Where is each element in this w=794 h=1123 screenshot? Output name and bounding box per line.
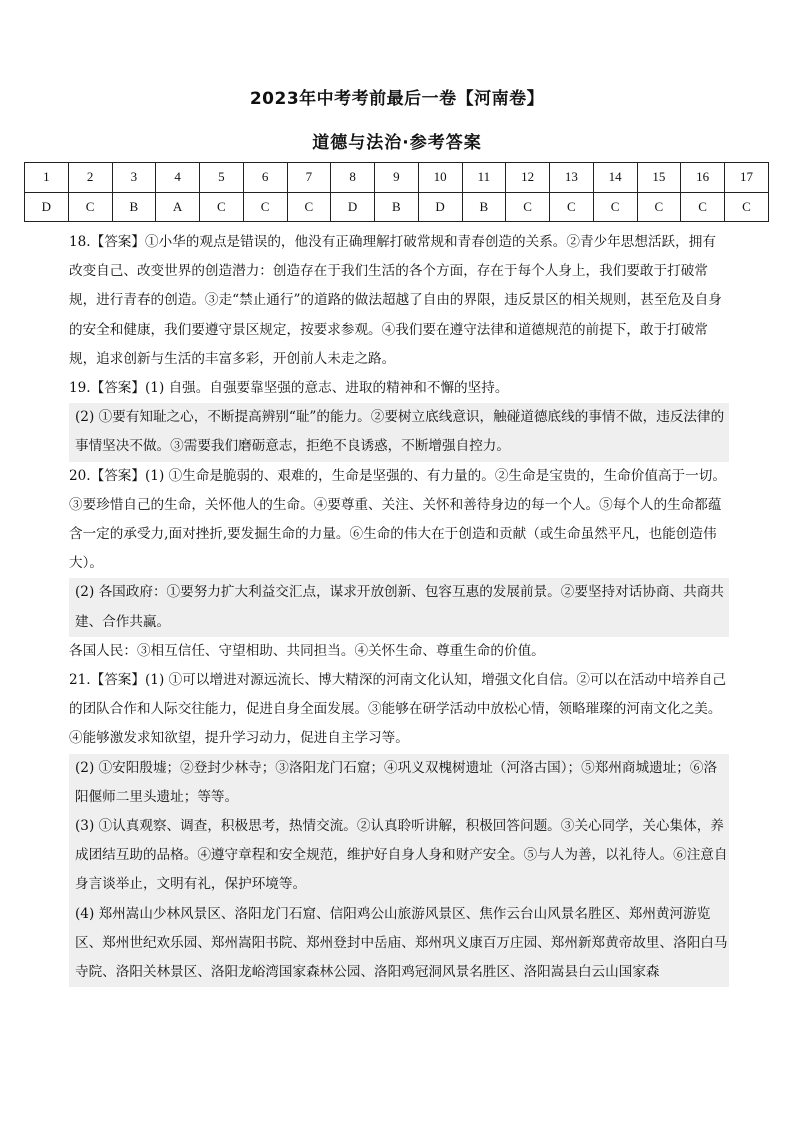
question-number: 3 (112, 163, 156, 193)
question-number: 8 (331, 163, 375, 193)
answer-letter: C (681, 192, 725, 222)
answer-letter: C (287, 192, 331, 222)
answer-20-part-2: (2) 各国政府：①要努力扩大利益交汇点，谋求开放创新、包容互惠的发展前景。②要坚持对话协商、共商共建、合作共赢。 (69, 578, 729, 636)
answer-19-part-2: (2) ①要有知耻之心，不断提高辨别“耻”的能力。②要树立底线意识，触碰道德底线的事情不做，违反法律的事情坚决不做。③需要我们磨砺意志，拒绝不良诱惑，不断增强自控力。 (69, 403, 729, 461)
answer-letter: A (156, 192, 200, 222)
answer-letter: C (243, 192, 287, 222)
question-number: 14 (593, 163, 637, 193)
question-number: 9 (375, 163, 419, 193)
answer-letter: D (331, 192, 375, 222)
answer-20-part-1: 20.【答案】(1) ①生命是脆弱的、艰难的，生命是坚强的、有力量的。②生命是宝贵的，生命价值高于一切。③要珍惜自己的生命，关怀他人的生命。④要尊重、关注、关怀和善待身边的每一个人。⑤每个人的生命都蕴含一定的承受力,面对挫折,要发掘生命的力量。⑥生命的伟大在于创造和贡献（或生命虽然平凡，也能创造伟大）。 (69, 467, 726, 572)
question-number: 4 (156, 163, 200, 193)
question-number: 15 (637, 163, 681, 193)
answer-content (69, 228, 729, 987)
answer-letter: C (725, 192, 769, 222)
answer-letter: C (550, 192, 594, 222)
answer-19-part-1: 19.【答案】(1) 自强。自强要靠坚强的意志、进取的精神和不懈的坚持。 (69, 380, 509, 397)
question-number-row (25, 163, 769, 193)
question-number: 17 (725, 163, 769, 193)
answer-18: 18.【答案】①小华的观点是错误的，他没有正确理解打破常规和青春创造的关系。②青少年思想活跃，拥有改变自己、改变世界的创造潜力：创造存在于我们生活的各个方面，存在于每个人身上，我们要敢于打破常规，进行青春的创造。③走“禁止通行”的道路的做法超越了自由的界限，违反景区的相关规则，甚至危及自身的安全和健康，我们要遵守景区规定，按要求参观。④我们要在遵守法律和道德规范的前提下，敢于打破常规，追求创新与生活的丰富多彩，开创前人未走之路。 (69, 234, 722, 367)
document-title: 2023年中考考前最后一卷【河南卷】 (249, 89, 545, 109)
answer-21-part-1: 21.【答案】(1) ①可以增进对源远流长、博大精深的河南文化认知，增强文化自信。②可以在活动中培养自己的团队合作和人际交往能力，促进自身全面发展。③能够在研学活动中放松心情，领略璀璨的河南文化之美。④能够激发求知欲望，提升学习动力，促进自主学习等。 (69, 672, 726, 747)
answer-letter: C (506, 192, 550, 222)
answer-21-part-4: (4) 郑州嵩山少林风景区、洛阳龙门石窟、信阳鸡公山旅游风景区、焦作云台山风景名胜区、郑州黄河游览区、郑州世纪欢乐园、郑州嵩阳书院、郑州登封中岳庙、郑州巩义康百万庄园、郑州新郑黄帝故里、洛阳白马寺院、洛阳关林景区、洛阳龙峪湾国家森林公园、洛阳鸡冠洞风景名胜区、洛阳嵩县白云山国家森 (69, 900, 729, 988)
question-number: 1 (25, 163, 69, 193)
answer-letter: C (200, 192, 244, 222)
question-number: 7 (287, 163, 331, 193)
answer-letter: B (112, 192, 156, 222)
question-number: 16 (681, 163, 725, 193)
answer-letter: C (593, 192, 637, 222)
answer-letter: C (637, 192, 681, 222)
answer-letter: C (68, 192, 112, 222)
question-number: 6 (243, 163, 287, 193)
document-subtitle: 道德与法治·参考答案 (312, 133, 482, 153)
answer-table (24, 162, 769, 222)
answer-21-part-2: (2) ①安阳殷墟；②登封少林寺；③洛阳龙门石窟；④巩义双槐树遗址（河洛古国）；⑤郑州商城遗址；⑥洛阳偃师二里头遗址；等等。 (69, 754, 729, 812)
question-number: 11 (462, 163, 506, 193)
question-number: 5 (200, 163, 244, 193)
answer-letter: D (418, 192, 462, 222)
answer-letter: D (25, 192, 69, 222)
answer-21-part-3: (3) ①认真观察、调查，积极思考，热情交流。②认真聆听讲解，积极回答问题。③关心同学，关心集体，养成团结互助的品格。④遵守章程和安全规范，维护好自身人身和财产安全。⑤与人为善，以礼待人。⑥注意自身言谈举止，文明有礼，保护环境等。 (69, 812, 729, 900)
question-number: 12 (506, 163, 550, 193)
answer-row (25, 192, 769, 222)
answer-letter: B (375, 192, 419, 222)
question-number: 2 (68, 163, 112, 193)
question-number: 10 (418, 163, 462, 193)
answer-20-part-2-people: 各国人民：③相互信任、守望相助、共同担当。④关怀生命、尊重生命的价值。 (69, 642, 545, 659)
answer-letter: B (462, 192, 506, 222)
question-number: 13 (550, 163, 594, 193)
